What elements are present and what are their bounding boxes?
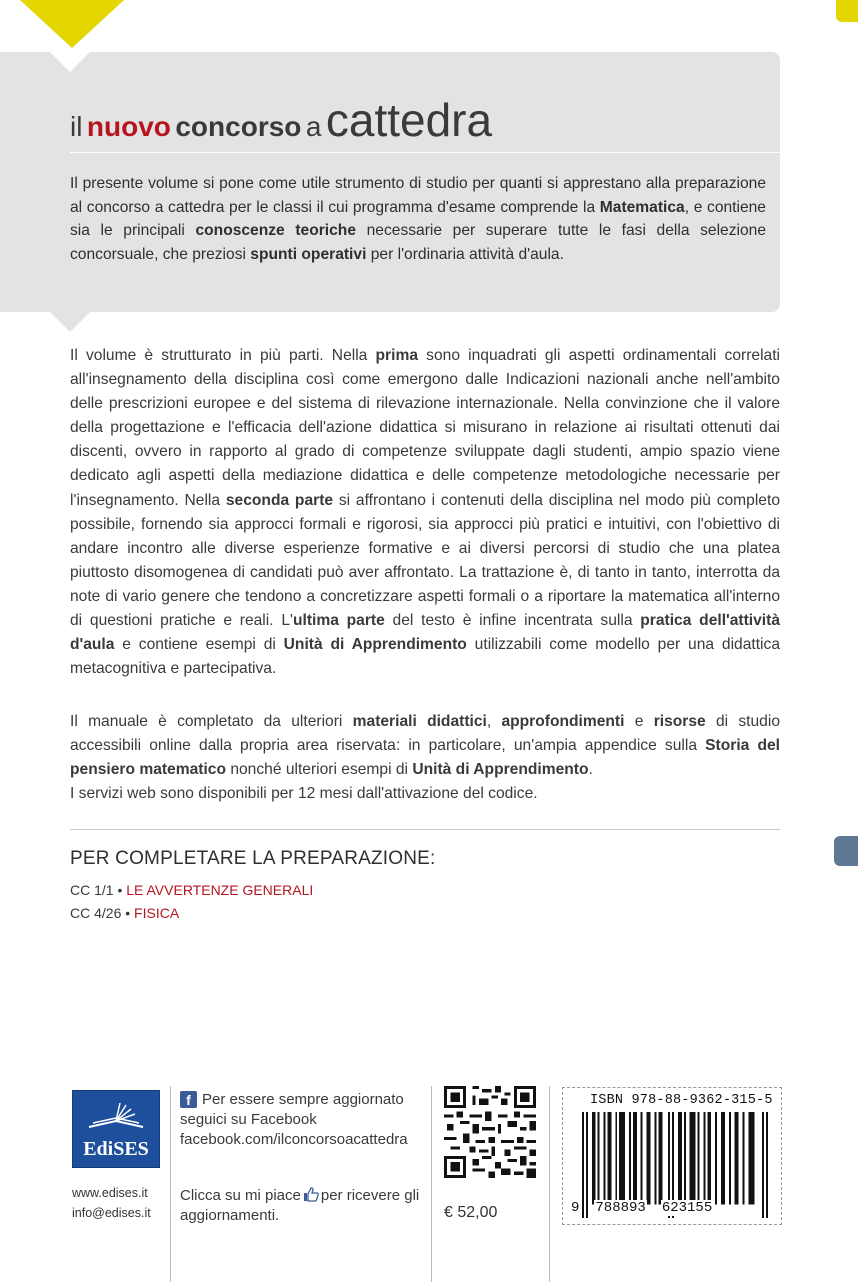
body-paragraph-resources: Il manuale è completato da ulteriori materiali didattici, approfondimenti e risorse di studio accessibili online dalla propria area riservata: in particolare, un'ampia appendice sulla Storia del pensiero matematico nonché ulteriori esempi di Unità di Apprendimento. I servizi web sono disponibili per 12 mesi dall'attivazione del codice. bbox=[70, 713, 780, 803]
isbn-number: ISBN 978-88-9362-315-5 bbox=[590, 1093, 773, 1108]
edises-logo: EdiSES bbox=[72, 1090, 160, 1168]
yellow-corner-triangle bbox=[20, 0, 124, 48]
title-highlight: nuovo bbox=[86, 111, 171, 142]
panel-notch-bottom bbox=[50, 312, 90, 332]
footer-divider bbox=[431, 1086, 432, 1282]
facebook-icon: f bbox=[180, 1091, 197, 1108]
page-title: il nuovo concorso a cattedra bbox=[70, 94, 493, 146]
footer-divider bbox=[170, 1086, 171, 1282]
prep-item: CC 4/26 • FISICA bbox=[70, 905, 180, 921]
footer-divider bbox=[549, 1086, 550, 1282]
book-pages-icon bbox=[87, 1099, 145, 1131]
blue-edge-tab bbox=[834, 836, 858, 866]
panel-notch-top bbox=[50, 52, 90, 72]
like-info: Clicca su mi piace per ricevere gli aggiornamenti. bbox=[180, 1187, 420, 1224]
price: € 52,00 bbox=[444, 1204, 498, 1221]
section-divider bbox=[70, 829, 780, 830]
prep-item: CC 1/1 • LE AVVERTENZE GENERALI bbox=[70, 882, 314, 898]
title-divider bbox=[70, 152, 780, 153]
facebook-info: Per essere sempre aggiornato seguici su Facebook facebook.com/ilconcorsoacattedra bbox=[180, 1090, 420, 1150]
qr-code bbox=[444, 1086, 536, 1178]
email-link[interactable]: info@edises.it bbox=[72, 1206, 151, 1220]
facebook-link[interactable]: facebook.com/ilconcorsoacattedra bbox=[180, 1131, 408, 1148]
barcode-digits: 9 788893 623155 bbox=[571, 1200, 713, 1216]
prep-heading: PER COMPLETARE LA PREPARAZIONE: bbox=[70, 848, 436, 869]
thumbs-up-icon bbox=[303, 1187, 319, 1202]
intro-paragraph: Il presente volume si pone come utile strumento di studio per quanti si apprestano alla preparazione al concorso a cattedra per le classi il cui programma d'esame comprende la Matematica, e contiene sia le principali conoscenze teoriche necessarie per superare tutte le fasi della selezione concorsuale, che preziosi spunti operativi per l'ordinaria attività d'aula. bbox=[70, 175, 767, 263]
yellow-edge-tab bbox=[836, 0, 858, 22]
website-link[interactable]: www.edises.it bbox=[72, 1186, 148, 1200]
body-paragraph-structure: Il volume è strutturato in più parti. Nella prima sono inquadrati gli aspetti ordinamentali correlati all'insegnamento della disciplina così come emergono dalle Indicazioni nazionali anche nell'ambito delle prescrizioni europee e del sistema di rilevazione internazionale. Nella convinzione che il valore della progettazione e l'efficacia dell'azione didattica si misurano in relazione ai risultati ottenuti dai discenti, ovvero in rapporto al grado di competenze sviluppate dagli studenti, ampio spazio viene dedicato agli aspetti della mediazione didattica e delle competenze metodologiche necessarie per l'insegnamento. Nella seconda parte si affrontano i contenuti della disciplina nel modo più completo possibile, fornendo sia approcci formali e rigorosi, sia approcci più pratici e intuitivi, con l'obiettivo di andare incontro alle diverse esperienze formative e ai diversi percorsi di studio che una platea piuttosto disomogenea di candidati può aver affrontato. La trattazione è, di tanto in tanto, interrotta da note di vario genere che tendono a concretizzare aspetti formali o a riportare la matematica all'interno di questioni pratiche e reali. L'ultima parte del testo è infine incentrata sulla pratica dell'attività d'aula e contiene esempi di Unità di Apprendimento utilizzabili come modello per una didattica metacognitiva e partecipativa. bbox=[70, 347, 781, 678]
